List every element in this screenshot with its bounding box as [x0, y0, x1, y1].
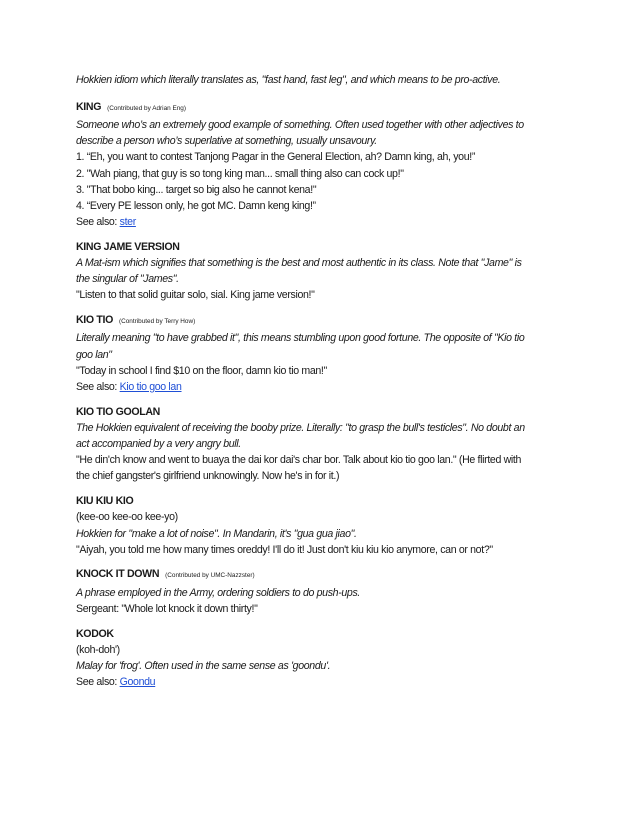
definition-line: Malay for 'frog'. Often used in the same sense as 'goondu'. — [76, 660, 331, 672]
definition-line: Hokkien for "make a lot of noise". In Mandarin, it's "gua gua jiao". — [76, 527, 357, 540]
see-also-link-kio-tio-goo-lan[interactable]: Kio tio goo lan — [119, 380, 182, 393]
example-line: "Today in school I find $10 on the floor, damn kio tio man!" — [76, 364, 327, 377]
definition-line: Someone who’s an extremely good example of something. Often used together with other adjectives to — [76, 118, 524, 131]
definition-line: A Mat-ism which signifies that something is the best and most authentic in its class. Note that "Jame" is — [76, 257, 522, 270]
example-line: "He din'ch know and went to buaya the dai kor dai's char bor. Talk about kio tio goo lan." (He flirted with — [76, 454, 522, 467]
entry-term: KIU KIU KIO — [76, 495, 134, 508]
entry-term: KODOK — [76, 627, 114, 640]
definition-line: The Hokkien equivalent of receiving the booby prize. Literally: "to grasp the bull's testicles". No doubt an — [76, 421, 525, 434]
example-line: 1. “Eh, you want to contest Tanjong Pagar in the General Election, ah? Damn king, ah, you!” — [76, 151, 476, 164]
intro-definition: Hokkien idiom which literally translates as, "fast hand, fast leg", and which means to be pro-active. — [76, 74, 501, 86]
see-also-label: See also: — [76, 216, 120, 229]
entry-term: KIO TIO — [76, 314, 113, 327]
contributor-note: (Contributed by UMC-Nazzster) — [165, 572, 255, 580]
entry-kodok — [76, 626, 566, 691]
entry-king-jame-version — [76, 239, 566, 304]
example-line: Sergeant: "Whole lot knock it down thirty!" — [76, 602, 258, 615]
example-line: 2. "Wah piang, that guy is so tong king man... small thing also can cock up!" — [76, 167, 404, 180]
entry-term: KING JAME VERSION — [76, 240, 180, 253]
example-line: 4. “Every PE lesson only, he got MC. Damn keng king!” — [76, 199, 316, 212]
definition-line: describe a person who’s superlative at something, usually unsavoury. — [76, 135, 377, 148]
contributor-note: (Contributed by Adrian Eng) — [107, 104, 186, 112]
see-also-label: See also: — [76, 676, 120, 689]
definition-line: Literally meaning "to have grabbed it", this means stumbling upon good fortune. The opposite of "Kio tio — [76, 332, 525, 345]
pronunciation: (kee-oo kee-oo kee-yo) — [76, 511, 178, 524]
entry-kio-tio — [76, 312, 566, 395]
example-line: "Aiyah, you told me how many times oreddy! I'll do it! Just don't kiu kiu kio anymore, can or not?" — [76, 543, 493, 556]
entry-knock-it-down — [76, 566, 566, 617]
definition-line: A phrase employed in the Army, ordering soldiers to do push-ups. — [76, 586, 360, 599]
pronunciation: (koh-doh') — [76, 643, 120, 656]
see-also-link-goondu[interactable]: Goondu — [119, 676, 156, 689]
definition-line: act accompanied by a very angry bull. — [76, 438, 241, 451]
entry-term: KING — [76, 100, 102, 113]
example-line: the chief gangster's girlfriend unknowingly. Now he's in for it.) — [76, 470, 340, 483]
contributor-note: (Contributed by Terry How) — [118, 318, 196, 326]
entry-kiu-kiu-kio — [76, 493, 566, 558]
definition-line: the singular of "James". — [76, 273, 179, 286]
see-also-label: See also: — [76, 380, 120, 393]
entry-term: KNOCK IT DOWN — [76, 568, 160, 581]
entry-kio-tio-goolan — [76, 404, 566, 485]
entry-king — [76, 99, 566, 231]
see-also-link-ster[interactable]: ster — [119, 216, 136, 229]
document-page — [76, 72, 566, 690]
example-line: "Listen to that solid guitar solo, sial. King jame version!" — [76, 289, 315, 302]
entry-term: KIO TIO GOOLAN — [76, 405, 160, 418]
definition-line: goo lan" — [76, 348, 112, 361]
example-line: 3. "That bobo king... target so big also he cannot kena!" — [76, 183, 317, 196]
